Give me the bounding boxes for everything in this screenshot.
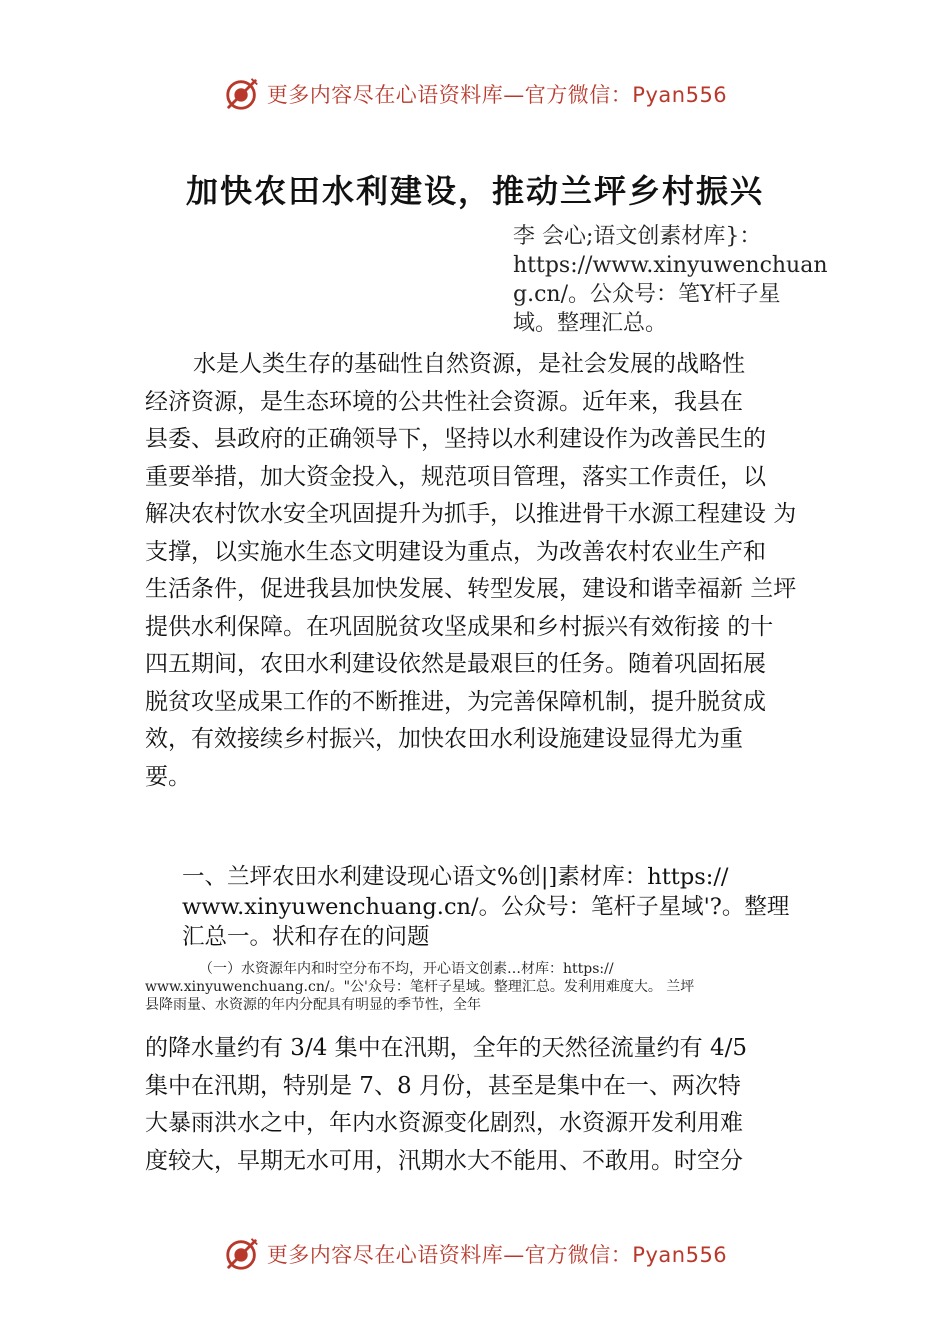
circle-pen-logo-icon [223,1235,261,1273]
heading-line: 汇总一。状和存在的问题 [182,924,430,950]
paragraph-line: 四五期间，农田水利建设依然是最艰巨的任务。随着巩固拓展 [145,651,766,677]
paragraph-line: 脱贫攻坚成果工作的不断推进，为完善保障机制，提升脱贫成 [145,688,766,715]
paragraph-line: 支撑，以实施水生态文明建设为重点，为改善农村农业生产和 [145,538,766,565]
paragraph-line: 大暴雨洪水之中，年内水资源变化剧烈，水资源开发利用难 [145,1110,743,1136]
document-title: 加快农田水利建设，推动兰坪乡村振兴 [185,172,764,210]
subheading-line: 县降雨量、水资源的年内分配具有明显的季节性，全年 [145,997,481,1013]
paragraph-line: 效，有效接续乡村振兴，加快农田水利设施建设显得尤为重 [145,726,743,752]
subheading-line: （一）水资源年内和时空分布不均，开心语文创素…材库：https:// [199,961,614,977]
heading-line: 一、兰坪农田水利建设现心语文%创|]素材库：https:// [182,864,729,890]
byline-line: 李 会心;语文创素材库}： [513,224,762,249]
paragraph-line: 解决农村饮水安全巩固提升为抓手，以推进骨干水源工程建设 为 [145,501,797,527]
paragraph-line: 要。 [145,763,191,790]
byline-line: 域。整理汇总。 [513,311,668,336]
heading-line: www.xinyuwenchuang.cn/。公众号：笔杆子星域'?。整理 [182,894,790,920]
banner-text: 更多内容尽在心语资料库—官方微信：Pyan556 [266,1243,728,1267]
subsection-heading [145,960,825,1014]
paragraph-line: 集中在汛期，特别是 7、8 月份，甚至是集中在一、两次特 [145,1072,741,1099]
byline-line: g.cn/。公众号：笔Y杆子星 [513,282,781,307]
intro-paragraph [145,346,813,796]
paragraph-line: 提供水利保障。在巩固脱贫攻坚成果和乡村振兴有效衔接 的十 [145,613,774,640]
body-paragraph [145,1030,813,1180]
byline-line: https://www.xinyuwenchuan [513,253,828,278]
paragraph-line: 经济资源，是生态环境的公共性社会资源。近年来，我县在 [145,388,743,415]
subheading-line: www.xinyuwenchuang.cn/。"公'众号：笔杆子星域。整理汇总。发利用难度大。 兰坪 [145,979,695,995]
header-banner [0,72,950,116]
byline [513,222,845,338]
paragraph-line: 水是人类生存的基础性自然资源，是社会发展的战略性 [193,351,745,377]
paragraph-line: 的降水量约有 3/4 集中在汛期，全年的天然径流量约有 4/5 [145,1035,747,1061]
banner-text: 更多内容尽在心语资料库—官方微信：Pyan556 [266,83,728,107]
circle-pen-logo-icon [223,75,261,113]
section-heading [182,862,822,952]
paragraph-line: 生活条件，促进我县加快发展、转型发展，建设和谐幸福新 兰坪 [145,576,797,602]
paragraph-line: 度较大，早期无水可用，汛期水大不能用、不敢用。时空分 [145,1147,743,1174]
paragraph-line: 重要举措，加大资金投入，规范项目管理，落实工作责任，以 [145,463,766,490]
footer-banner [0,1232,950,1276]
paragraph-line: 县委、县政府的正确领导下，坚持以水利建设作为改善民生的 [145,426,766,452]
